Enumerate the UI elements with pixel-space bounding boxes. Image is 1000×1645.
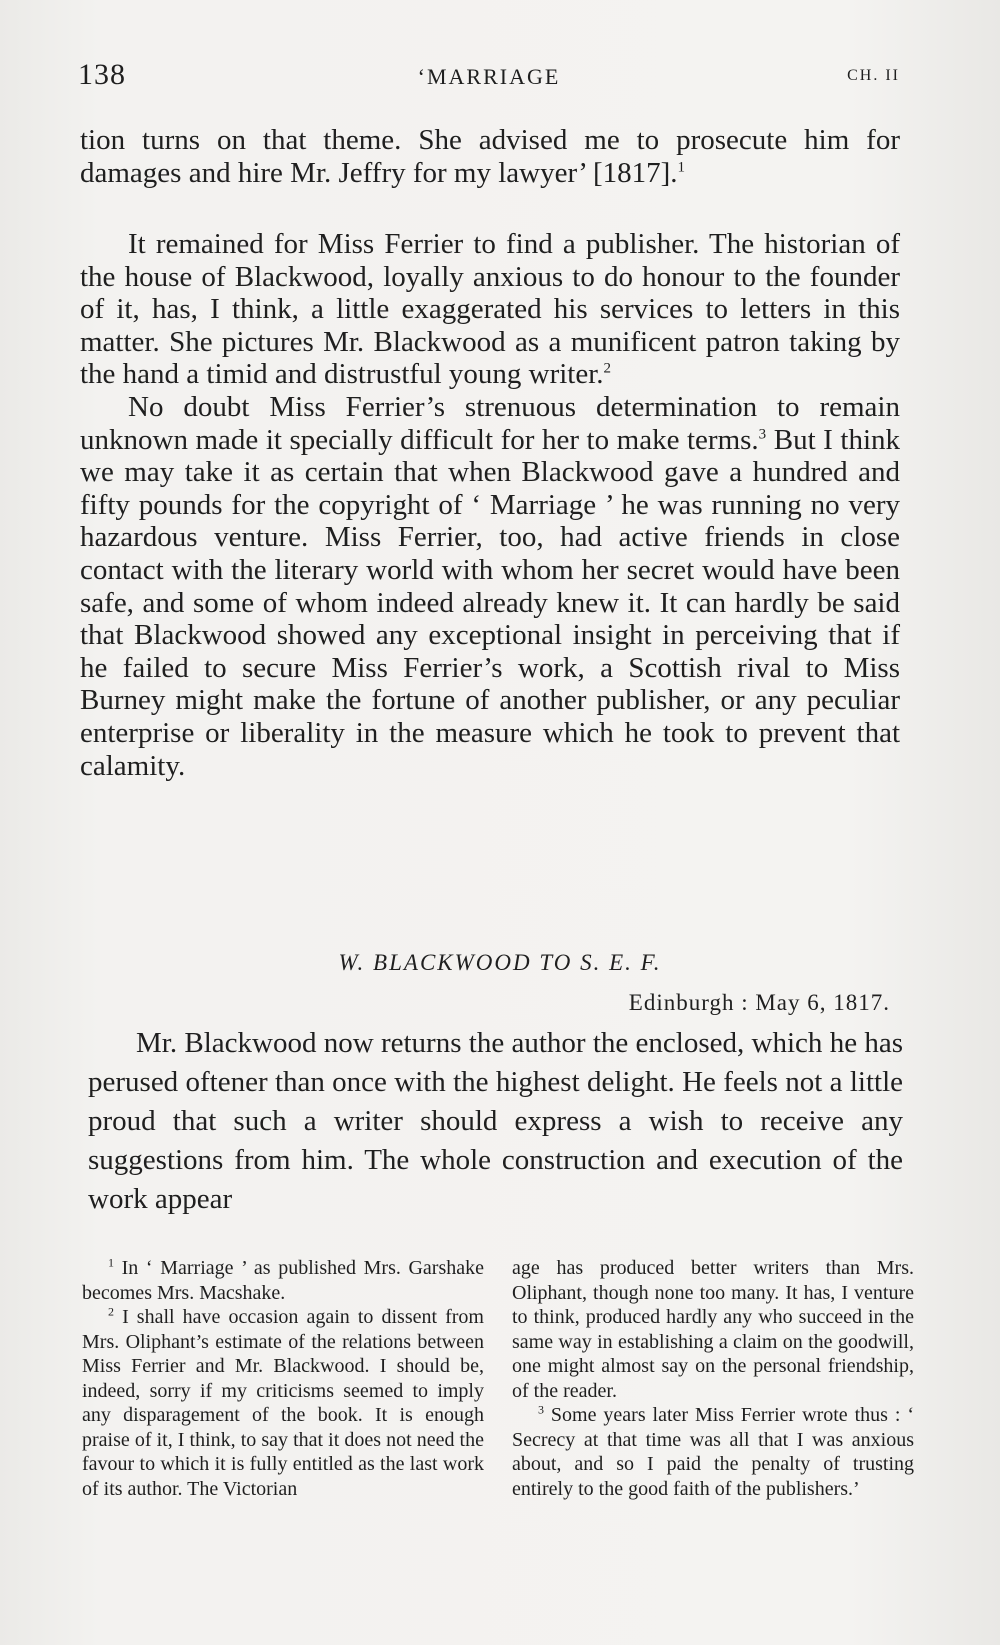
letter-paragraph: Mr. Blackwood now returns the author the enclosed, which he has perused oftener than once with the highest delight. He feels not a little proud that such a writer should express a wish to receive any suggestions from him. The whole construction and execution of the work appear — [88, 1027, 903, 1215]
footnote-marker: 3 — [538, 1402, 544, 1417]
paragraph-text: It remained for Miss Ferrier to find a publisher. The historian of the house of Blackwood, loyally anxious to do honour to the founder of it, has, I think, a little exaggerated his services to letters in this matter. She pictures Mr. Blackwood as a munificent patron taking by the hand a timid and distrustful young writer. — [80, 228, 900, 391]
footnote-ref-2: 2 — [603, 360, 612, 377]
footnote-ref-1: 1 — [677, 158, 686, 175]
footnote-1 — [82, 1256, 484, 1305]
letter-dateline: Edinburgh : May 6, 1817. — [628, 990, 890, 1015]
main-text — [80, 228, 900, 782]
letter-body — [88, 1024, 903, 1219]
footnote-text: I shall have occasion again to dissent from Mrs. Oliphant’s estimate of the relations between Miss Ferrier and Mr. Blackwood. I should be, indeed, sorry if my criticisms seemed to imply any disparagement of the book. It is enough praise of it, I think, to say that it does not need the favour to which it is fully entitled as the last work of its author. The Victorian — [82, 1306, 484, 1500]
paragraph — [80, 391, 900, 782]
continued-paragraph — [80, 124, 900, 189]
paragraph — [80, 124, 900, 189]
paragraph-text: No doubt Miss Ferrier’s strenuous determination to remain unknown made it specially difficult for her to make terms. — [80, 390, 900, 456]
footnote-3 — [512, 1403, 914, 1501]
paragraph-text: tion turns on that theme. She advised me to prosecute him for damages and hire Mr. Jeffry for my lawyer’ [1817]. — [80, 124, 900, 189]
footnote-text: In ‘ Marriage ’ as published Mrs. Garshake becomes Mrs. Macshake. — [82, 1257, 484, 1304]
footnote-text: Some years later Miss Ferrier wrote thus : ‘ Secrecy at that time was all that I was anxious about, and so I paid the penalty of trusting entirely to the good faith of the publishers.’ — [512, 1404, 914, 1500]
running-title: ‘MARRIAGE — [417, 64, 561, 89]
page-number: 138 — [78, 58, 126, 91]
footnote-ref-3: 3 — [758, 425, 767, 442]
footnote-marker: 1 — [108, 1255, 114, 1270]
footnote-2 — [82, 1305, 484, 1501]
footnote-column-right — [512, 1256, 914, 1501]
letter-heading: W. BLACKWOOD TO S. E. F. — [338, 950, 662, 975]
paragraph — [80, 228, 900, 391]
paragraph-text: But I think we may take it as certain that when Blackwood gave a hundred and fifty pounds for the copyright of ‘ Marriage ’ he was running no very hazardous venture. Miss Ferrier, too, had active friends in close contact with the literary world with whom her secret would have been safe, and some of whom indeed already knew it. It can hardly be said that Blackwood showed any exceptional insight in perceiving that if he failed to secure Miss Ferrier’s work, a Scottish rival to Miss Burney might make the fortune of another publisher, or any peculiar enterprise or liberality in the measure which he took to prevent that calamity. — [80, 423, 900, 782]
footnote-2-continued: age has produced better writers than Mrs. Oliphant, though none too many. It has, I venture to think, produced hardly any who succeed in the same way in establishing a claim on the goodwill, one might almost say on the personal friendship, of the reader. — [512, 1257, 914, 1402]
chapter-label: CH. II — [847, 67, 900, 84]
footnote-marker: 2 — [108, 1304, 114, 1319]
footnote-column-left — [82, 1256, 484, 1501]
page-header — [78, 58, 900, 98]
